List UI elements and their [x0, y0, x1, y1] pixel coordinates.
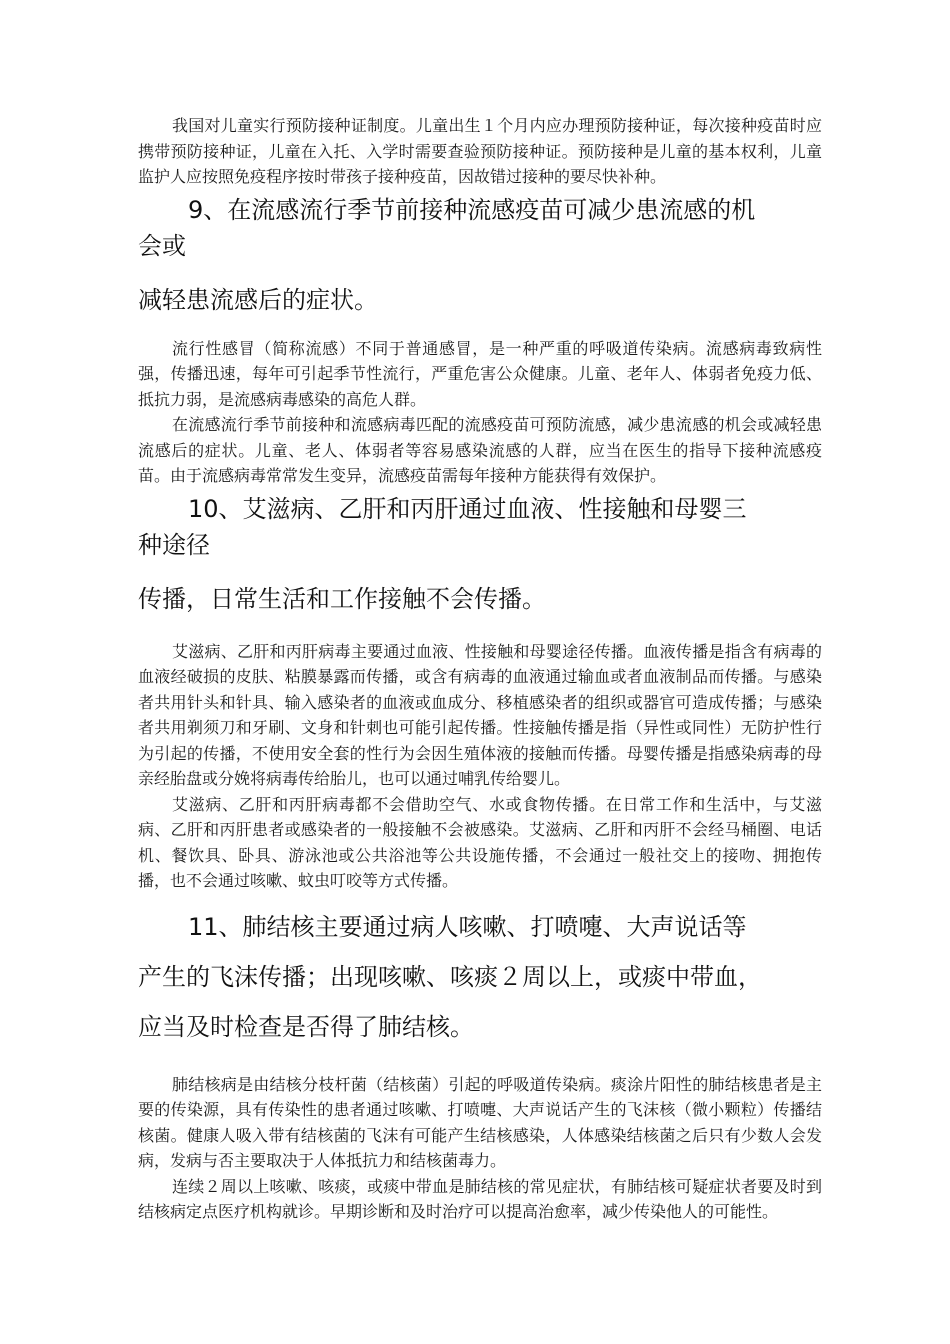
- paragraph-vaccination-certificate: 我国对儿童实行预防接种证制度。儿童出生１个月内应办理预防接种证，每次接种疫苗时应携带预防接种证，儿童在入托、入学时需要查验预防接种证。预防接种是儿童的基本权利，儿童监护人应按照免疫程序按时带孩子接种疫苗，因故错过接种的要尽快补种。: [138, 116, 822, 186]
- heading-item-11-line-3: 应当及时检查是否得了肺结核。: [138, 1012, 474, 1041]
- heading-item-9-line-1: 9、在流感流行季节前接种流感疫苗可减少患流感的机: [188, 195, 756, 224]
- heading-item-10-line-1: 10、艾滋病、乙肝和丙肝通过血液、性接触和母婴三: [188, 494, 747, 523]
- heading-item-9-line-2: 会或: [138, 231, 186, 260]
- paragraph-tuberculosis-1: 肺结核病是由结核分枝杆菌（结核菌）引起的呼吸道传染病。痰涂片阳性的肺结核患者是主要的传染源，具有传染性的患者通过咳嗽、打喷嚏、大声说话产生的飞沫核（微小颗粒）传播结核菌。健康人吸入带有结核菌的飞沫有可能产生结核感染，人体感染结核菌之后只有少数人会发病，发病与否主要取决于人体抵抗力和结核菌毒力。: [138, 1074, 822, 1170]
- paragraph-influenza-2: 在流感流行季节前接种和流感病毒匹配的流感疫苗可预防流感，减少患流感的机会或减轻患流感后的症状。儿童、老人、体弱者等容易感染流感的人群，应当在医生的指导下接种流感疫苗。由于流感病毒常常发生变异，流感疫苗需每年接种方能获得有效保护。: [138, 415, 822, 485]
- paragraph-hiv-hepatitis-2: 艾滋病、乙肝和丙肝病毒都不会借助空气、水或食物传播。在日常工作和生活中，与艾滋病、乙肝和丙肝患者或感染者的一般接触不会被感染。艾滋病、乙肝和丙肝不会经马桶圈、电话机、餐饮具、卧具、游泳池或公共浴池等公共设施传播，不会通过一般社交上的接吻、拥抱传播，也不会通过咳嗽、蚊虫叮咬等方式传播。: [138, 794, 822, 890]
- heading-item-9: [138, 192, 822, 318]
- heading-item-10: [138, 491, 822, 617]
- paragraph-hiv-hepatitis-1: 艾滋病、乙肝和丙肝病毒主要通过血液、性接触和母婴途径传播。血液传播是指含有病毒的血液经破损的皮肤、粘膜暴露而传播，或含有病毒的血液通过输血或者血液制品而传播。与感染者共用针头和针具、输入感染者的血液或血成分、移植感染者的组织或器官可造成传播；与感染者共用剃须刀和牙刷、文身和针刺也可能引起传播。性接触传播是指（异性或同性）无防护性行为引起的传播，不使用安全套的性行为会因生殖体液的接触而传播。母婴传播是指感染病毒的母亲经胎盘或分娩将病毒传给胎儿，也可以通过哺乳传给婴儿。: [138, 641, 822, 788]
- paragraph-influenza-1: 流行性感冒（简称流感）不同于普通感冒，是一种严重的呼吸道传染病。流感病毒致病性强，传播迅速，每年可引起季节性流行，严重危害公众健康。儿童、老年人、体弱者免疫力低、抵抗力弱，是流感病毒感染的高危人群。: [138, 338, 822, 409]
- heading-item-11-line-1: 11、肺结核主要通过病人咳嗽、打喷嚏、大声说话等: [188, 912, 747, 941]
- heading-item-10-line-2: 种途径: [138, 530, 210, 559]
- paragraph-tuberculosis-2: 连续２周以上咳嗽、咳痰，或痰中带血是肺结核的常见症状，有肺结核可疑症状者要及时到结核病定点医疗机构就诊。早期诊断和及时治疗可以提高治愈率，减少传染他人的可能性。: [138, 1176, 822, 1221]
- heading-item-9-line-3: 减轻患流感后的症状。: [138, 285, 378, 314]
- heading-item-11: [138, 902, 822, 1052]
- heading-item-11-line-2: 产生的飞沫传播；出现咳嗽、咳痰２周以上，或痰中带血，: [138, 962, 762, 991]
- document-body: [138, 113, 822, 1225]
- heading-item-10-line-3: 传播，日常生活和工作接触不会传播。: [138, 584, 546, 613]
